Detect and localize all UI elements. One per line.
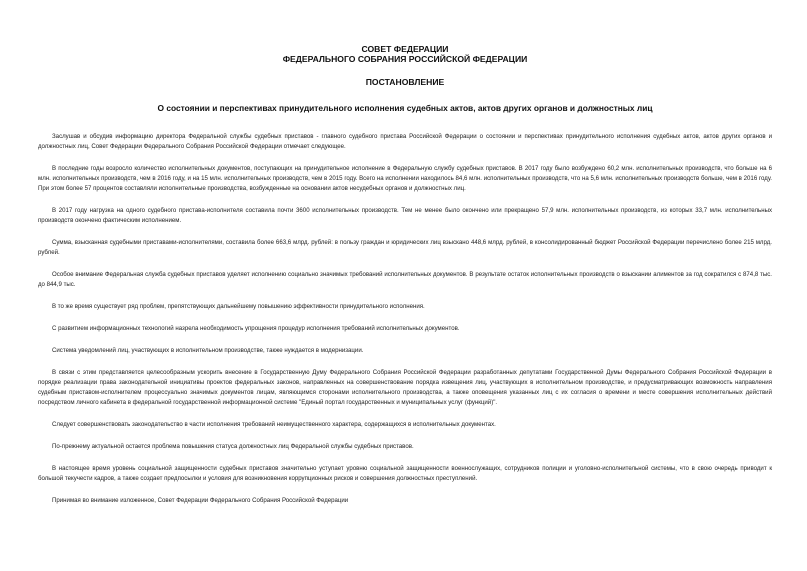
paragraph-11: По-прежнему актуальной остается проблема повышения статуса должностных лиц Федеральной службы судебных приставов.: [52, 442, 414, 450]
document-title: О состоянии и перспективах принудительного исполнения судебных актов, актов других органов и должностных лиц: [157, 103, 653, 113]
paragraph-1: Заслушав и обсудив информацию директора Федеральной службы судебных приставов - главного судебного пристава Российской Федерации о состоянии и перспективах принудительного исполнения судебных актов, актов других органов и должностных лиц, Совет Федерации Федерального Собрания Российской Федерации отмечает следующее.: [38, 133, 772, 151]
document-page: [38, 44, 772, 518]
paragraph-10: Следует совершенствовать законодательство в части исполнения требований неимущественного характера, содержащихся в исполнительных документах.: [52, 420, 496, 428]
org-line-1: СОВЕТ ФЕДЕРАЦИИ: [361, 44, 449, 54]
paragraph-4: Сумма, взысканная судебными приставами-исполнителями, составила более 663,6 млрд. рублей: в пользу граждан и юридических лиц взыскано 448,6 млрд. рублей, в консолидированный бюджет Российской Федерации перечислено более 215 млрд. рублей.: [38, 239, 772, 257]
issuing-body: [38, 44, 772, 64]
paragraph-8: Система уведомлений лиц, участвующих в исполнительном производстве, также нуждается в модернизации.: [52, 346, 364, 354]
document-body: [38, 132, 772, 506]
document-type: ПОСТАНОВЛЕНИЕ: [365, 77, 445, 87]
paragraph-2: В последние годы возросло количество исполнительных документов, поступающих на принудительное исполнение в Федеральную службу судебных приставов. В 2017 году было возбуждено 60,2 млн. исполнительных производств, что больше на 6 млн. исполнительных производств, чем в 2016 году, и на 15 млн. исполнительных производств, чем в 2015 году. Всего на исполнении находилось 84,6 млн. исполнительных производств, что на 5,6 млн. исполнительных производств больше, чем в 2016 году. При этом более 57 процентов составляли исполнительные производства, возбужденные на основании актов несудебных органов и должностных лиц.: [38, 164, 772, 193]
paragraph-5: Особое внимание Федеральная служба судебных приставов уделяет исполнению социально значимых требований исполнительных документов. В результате остаток исполнительных производств о взыскании алиментов за год сократился с 874,8 тыс. до 844,9 тыс.: [38, 271, 772, 289]
paragraph-6: В то же время существует ряд проблем, препятствующих дальнейшему повышению эффективности принудительного исполнения.: [52, 303, 425, 311]
org-line-2: ФЕДЕРАЛЬНОГО СОБРАНИЯ РОССИЙСКОЙ ФЕДЕРАЦИИ: [282, 54, 528, 64]
paragraph-9: В связи с этим представляется целесообразным ускорить внесение в Государственную Думу Федерального Собрания Российской Федерации разработанных депутатами Государственной Думы Федерального Собрания Российской Федерации в порядке реализации права законодательной инициативы проектов федеральных законов, направленных на совершенствование порядка извещения лиц, участвующих в исполнительном производстве, и предусматривающих возможность направления судебным приставом-исполнителем процессуально значимых документов лицам, являющимся сторонами исполнительного производства, а также оповещения указанных лиц с их согласия о времени и месте совершения исполнительных действий посредством личного кабинета в федеральной государственной информационной системе "Единый портал государственных и муниципальных услуг (функций)".: [38, 368, 772, 406]
paragraph-7: С развитием информационных технологий назрела необходимость упрощения процедур исполнения требований исполнительных документов.: [52, 324, 460, 332]
paragraph-13: Принимая во внимание изложенное, Совет Федерации Федерального Собрания Российской Федерации: [52, 496, 349, 504]
paragraph-3: В 2017 году нагрузка на одного судебного пристава-исполнителя составила почти 3600 исполнительных производств. Тем не менее было окончено или прекращено 57,9 млн. исполнительных производств, из которых 33,7 млн. исполнительных производств окончено фактическим исполнением.: [38, 207, 772, 225]
paragraph-12: В настоящее время уровень социальной защищенности судебных приставов значительно уступает уровню социальной защищенности военнослужащих, сотрудников полиции и уголовно-исполнительной системы, что в свою очередь приводит к большой текучести кадров, а также создает предпосылки и условия для возникновения коррупционных рисков и совершения должностных преступлений.: [38, 464, 772, 482]
